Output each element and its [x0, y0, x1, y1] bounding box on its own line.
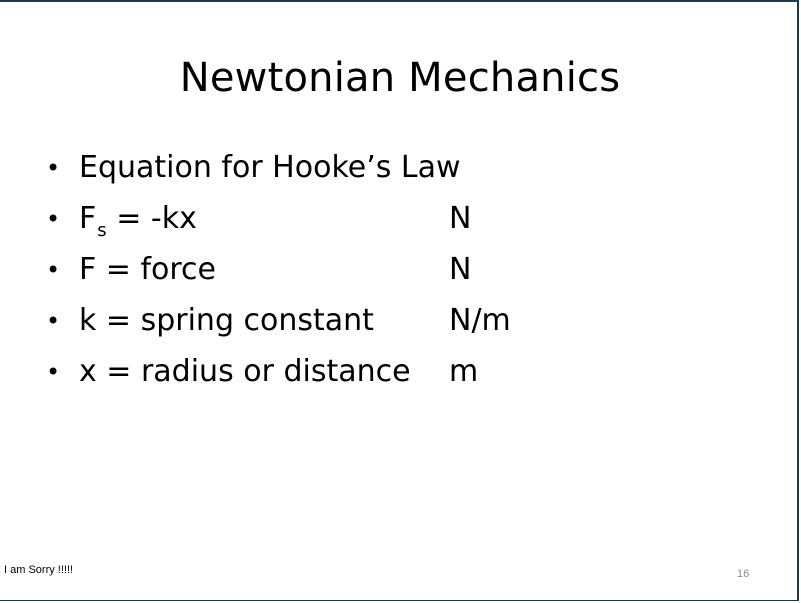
equation-rest: = -kx	[106, 201, 197, 236]
bullet-icon: •	[46, 307, 61, 335]
bullet-text: F = force	[79, 252, 217, 287]
bullet-icon: •	[46, 205, 61, 233]
bullet-unit: N	[449, 252, 472, 287]
slide-number: 16	[737, 568, 750, 580]
bullet-unit: N/m	[449, 303, 511, 338]
equation-symbol: F	[79, 201, 97, 236]
bullet-unit: N	[449, 201, 472, 236]
bullet-text: k = spring constant	[79, 303, 374, 338]
equation-subscript: s	[97, 220, 107, 241]
bullet-equation	[79, 196, 197, 254]
bullet-icon: •	[46, 358, 61, 386]
bullet-text: x = radius or distance	[79, 354, 411, 389]
bullet-icon: •	[46, 256, 61, 284]
bullet-text: Equation for Hooke’s Law	[79, 150, 461, 185]
footer-note: I am Sorry !!!!!	[4, 564, 74, 576]
slide-title: Newtonian Mechanics	[179, 55, 621, 101]
bullet-icon: •	[46, 154, 61, 182]
bullet-unit: m	[449, 354, 479, 389]
